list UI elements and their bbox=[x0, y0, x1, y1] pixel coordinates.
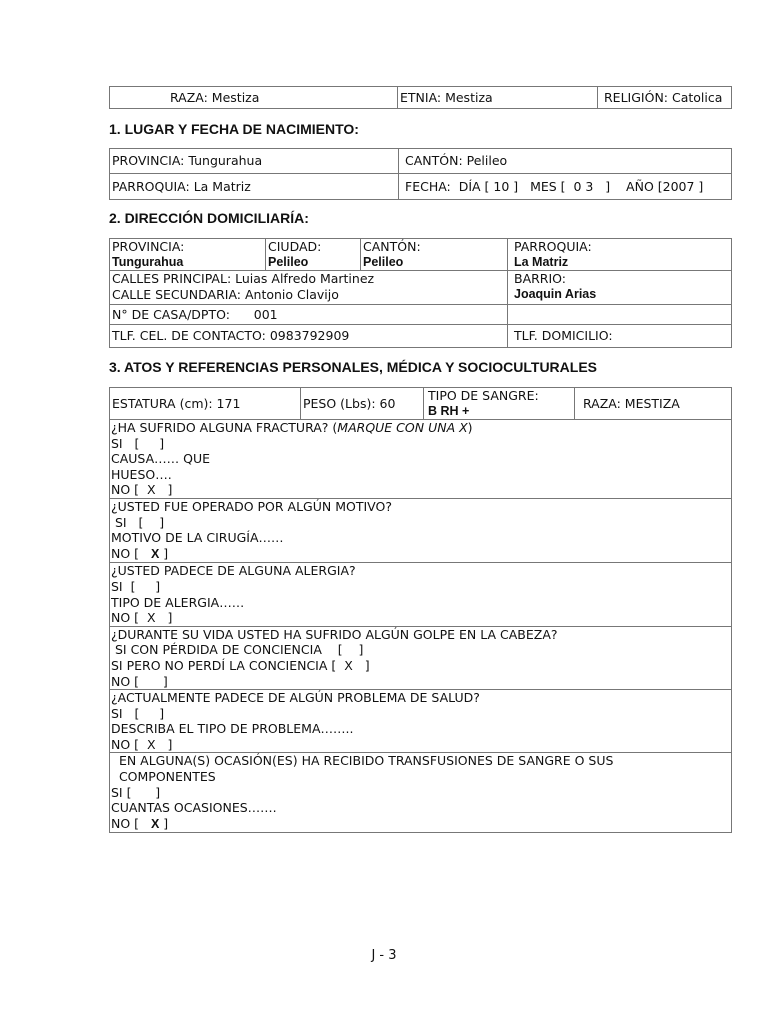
section-2-title: 2. DIRECCIÓN DOMICILIARÍA: bbox=[109, 210, 309, 226]
etnia-cell: ETNIA: Mestiza bbox=[398, 87, 598, 109]
peso-cell: PESO (Lbs): 60 bbox=[301, 388, 424, 420]
salud-si: SI [ ] bbox=[111, 705, 165, 721]
transfusion-question-line1: EN ALGUNA(S) OCASIÓN(ES) HA RECIBIDO TRANSFUSIONES DE SANGRE O SUS bbox=[111, 753, 614, 769]
form-container bbox=[109, 86, 732, 833]
question-transfusion bbox=[109, 753, 732, 833]
fractura-causa: CAUSA…… QUE bbox=[111, 451, 211, 467]
question-alergia bbox=[109, 563, 732, 626]
estatura-cell: ESTATURA (cm): 171 bbox=[110, 388, 301, 420]
operado-no-mark: X bbox=[150, 546, 160, 561]
birth-fecha: FECHA: DÍA [ 10 ] MES [ 0 3 ] AÑO [2007 ] bbox=[399, 174, 732, 200]
birth-canton: CANTÓN: Pelileo bbox=[399, 149, 732, 174]
addr-ciudad-label: CIUDAD: bbox=[268, 239, 322, 254]
section-1-title: 1. LUGAR Y FECHA DE NACIMIENTO: bbox=[109, 121, 359, 137]
transfusion-question-line2: COMPONENTES bbox=[111, 769, 216, 785]
transfusion-no bbox=[111, 816, 730, 833]
addr-barrio bbox=[508, 271, 732, 305]
salud-question: ¿ACTUALMENTE PADECE DE ALGÚN PROBLEMA DE SALUD? bbox=[111, 690, 480, 706]
page-footer: J - 3 bbox=[371, 948, 397, 963]
birth-table bbox=[109, 148, 732, 200]
addr-canton-label: CANTÓN: bbox=[363, 239, 421, 254]
question-golpe bbox=[109, 627, 732, 690]
fractura-close: ) bbox=[467, 420, 473, 435]
addr-parroquia-value: La Matriz bbox=[514, 254, 569, 269]
fractura-instruction: MARQUE CON UNA X bbox=[337, 420, 468, 435]
addr-empty-cell bbox=[508, 305, 732, 325]
operado-motivo: MOTIVO DE LA CIRUGÍA…… bbox=[111, 530, 284, 546]
fractura-si: SI [ ] bbox=[111, 435, 165, 451]
section-3-title: 3. ATOS Y REFERENCIAS PERSONALES, MÉDICA Y SOCIOCULTURALES bbox=[109, 359, 598, 375]
sangre-value: B RH + bbox=[428, 403, 470, 418]
transfusion-cuantas: CUANTAS OCASIONES……. bbox=[111, 800, 277, 816]
question-fractura bbox=[109, 420, 732, 499]
alergia-si: SI [ ] bbox=[111, 578, 161, 594]
addr-barrio-value: Joaquin Arias bbox=[514, 286, 597, 301]
addr-parroquia-label: PARROQUIA: bbox=[514, 239, 592, 254]
addr-provincia bbox=[110, 239, 266, 271]
addr-tlf-dom: TLF. DOMICILIO: bbox=[508, 325, 732, 348]
addr-calle-principal: CALLES PRINCIPAL: Luias Alfredo Martinez bbox=[112, 271, 375, 286]
header-table bbox=[109, 86, 732, 109]
addr-casa: N° DE CASA/DPTO: 001 bbox=[110, 305, 508, 325]
fractura-no: NO [ X ] bbox=[111, 482, 173, 498]
addr-calle-secundaria: CALLE SECUNDARIA: Antonio Clavijo bbox=[112, 286, 339, 302]
fractura-text: ¿HA SUFRIDO ALGUNA FRACTURA? ( bbox=[111, 420, 338, 435]
salud-describa: DESCRIBA EL TIPO DE PROBLEMA…….. bbox=[111, 721, 354, 737]
fractura-hueso: HUESO…. bbox=[111, 466, 172, 482]
transfusion-no-mark: X bbox=[150, 816, 160, 831]
alergia-question: ¿USTED PADECE DE ALGUNA ALERGIA? bbox=[111, 563, 356, 579]
golpe-no: NO [ ] bbox=[111, 673, 168, 689]
personal-table bbox=[109, 387, 732, 420]
question-salud bbox=[109, 690, 732, 753]
addr-ciudad-value: Pelileo bbox=[268, 254, 309, 269]
golpe-question: ¿DURANTE SU VIDA USTED HA SUFRIDO ALGÚN GOLPE EN LA CABEZA? bbox=[111, 626, 558, 642]
fractura-question bbox=[111, 420, 730, 436]
raza-personal-cell: RAZA: MESTIZA bbox=[575, 388, 732, 420]
birth-parroquia: PARROQUIA: La Matriz bbox=[110, 174, 399, 200]
alergia-no: NO [ X ] bbox=[111, 610, 173, 626]
alergia-tipo: TIPO DE ALERGIA…… bbox=[111, 594, 245, 610]
operado-si: SI [ ] bbox=[111, 514, 165, 530]
transfusion-no-post: ] bbox=[159, 815, 169, 831]
address-table bbox=[109, 238, 732, 348]
sangre-cell bbox=[424, 388, 575, 420]
addr-provincia-value: Tungurahua bbox=[112, 254, 184, 269]
addr-canton bbox=[361, 239, 508, 271]
operado-no bbox=[111, 546, 730, 563]
question-operado bbox=[109, 499, 732, 563]
addr-canton-value: Pelileo bbox=[363, 254, 404, 269]
addr-tlf-cel: TLF. CEL. DE CONTACTO: 0983792909 bbox=[110, 325, 508, 348]
operado-no-post: ] bbox=[159, 545, 169, 561]
birth-provincia: PROVINCIA: Tungurahua bbox=[110, 149, 399, 174]
religion-cell: RELIGIÓN: Catolica bbox=[598, 87, 732, 109]
golpe-si-con: SI CON PÉRDIDA DE CONCIENCIA [ ] bbox=[111, 642, 364, 658]
transfusion-si: SI [ ] bbox=[111, 784, 161, 800]
transfusion-no-pre: NO [ bbox=[111, 815, 151, 831]
addr-provincia-label: PROVINCIA: bbox=[112, 239, 185, 254]
salud-no: NO [ X ] bbox=[111, 736, 173, 752]
addr-barrio-label: BARRIO: bbox=[514, 271, 567, 286]
golpe-si-pero: SI PERO NO PERDÍ LA CONCIENCIA [ X ] bbox=[111, 657, 370, 673]
addr-parroquia bbox=[508, 239, 732, 271]
sangre-label: TIPO DE SANGRE: bbox=[428, 388, 539, 403]
operado-question: ¿USTED FUE OPERADO POR ALGÚN MOTIVO? bbox=[111, 498, 392, 514]
operado-no-pre: NO [ bbox=[111, 545, 151, 561]
addr-ciudad bbox=[266, 239, 361, 271]
addr-calles bbox=[110, 271, 508, 305]
raza-cell: RAZA: Mestiza bbox=[110, 87, 398, 109]
